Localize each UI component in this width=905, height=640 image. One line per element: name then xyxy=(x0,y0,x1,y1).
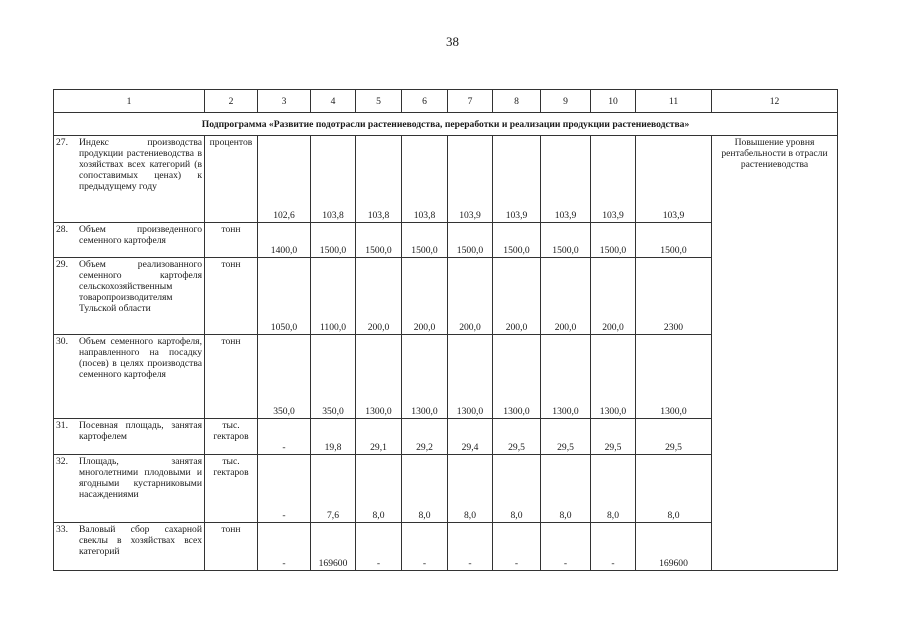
row-number: 33. xyxy=(56,524,68,535)
value-cell: 350,0 xyxy=(311,335,356,419)
value-cell: 1500,0 xyxy=(448,223,493,258)
value-cell: 103,8 xyxy=(311,136,356,223)
value-cell: - xyxy=(356,523,402,571)
table-row xyxy=(54,136,838,223)
indicator-name-cell xyxy=(54,223,205,258)
header-cell: 5 xyxy=(356,90,402,113)
value-cell: 29,5 xyxy=(493,419,541,455)
value-cell: 1300,0 xyxy=(541,335,591,419)
row-number: 30. xyxy=(56,336,68,347)
value-cell: 1300,0 xyxy=(636,335,712,419)
row-number: 29. xyxy=(56,259,68,270)
indicators-table xyxy=(53,89,838,571)
unit-cell: тонн xyxy=(205,258,258,335)
value-cell: 1300,0 xyxy=(448,335,493,419)
value-cell: 1500,0 xyxy=(541,223,591,258)
value-cell: 1300,0 xyxy=(591,335,636,419)
header-cell: 4 xyxy=(311,90,356,113)
row-number: 31. xyxy=(56,420,68,431)
value-cell: 200,0 xyxy=(402,258,448,335)
value-cell: 8,0 xyxy=(541,455,591,523)
unit-cell: тыс. гектаров xyxy=(205,455,258,523)
header-cell: 1 xyxy=(54,90,205,113)
row-number: 27. xyxy=(56,137,68,148)
header-cell: 10 xyxy=(591,90,636,113)
value-cell: 29,2 xyxy=(402,419,448,455)
indicator-name: Объем произведенного семенного картофеля xyxy=(79,224,202,246)
value-cell: 8,0 xyxy=(402,455,448,523)
value-cell: - xyxy=(591,523,636,571)
value-cell: 1300,0 xyxy=(493,335,541,419)
value-cell: 169600 xyxy=(636,523,712,571)
unit-cell: тонн xyxy=(205,523,258,571)
value-cell: 1500,0 xyxy=(402,223,448,258)
value-cell: 1400,0 xyxy=(258,223,311,258)
value-cell: - xyxy=(448,523,493,571)
value-cell: 200,0 xyxy=(591,258,636,335)
value-cell: 169600 xyxy=(311,523,356,571)
subprogram-title: Подпрограмма «Развитие подотрасли растениеводства, переработки и реализации продукции растениеводства» xyxy=(54,113,838,136)
value-cell: 1500,0 xyxy=(356,223,402,258)
value-cell: 200,0 xyxy=(541,258,591,335)
value-cell: 200,0 xyxy=(493,258,541,335)
value-cell: 29,5 xyxy=(591,419,636,455)
value-cell: 1050,0 xyxy=(258,258,311,335)
value-cell: 1500,0 xyxy=(636,223,712,258)
unit-cell: тонн xyxy=(205,223,258,258)
value-cell: - xyxy=(258,523,311,571)
value-cell: 102,6 xyxy=(258,136,311,223)
value-cell: 1100,0 xyxy=(311,258,356,335)
indicator-name-cell xyxy=(54,419,205,455)
indicator-name: Посевная площадь, занятая картофелем xyxy=(79,420,202,442)
value-cell: 29,1 xyxy=(356,419,402,455)
value-cell: 8,0 xyxy=(448,455,493,523)
value-cell: 200,0 xyxy=(356,258,402,335)
value-cell: 1300,0 xyxy=(402,335,448,419)
value-cell: 29,5 xyxy=(541,419,591,455)
value-cell: 29,5 xyxy=(636,419,712,455)
indicator-name-cell xyxy=(54,455,205,523)
value-cell: - xyxy=(402,523,448,571)
indicator-name-cell xyxy=(54,335,205,419)
header-cell: 7 xyxy=(448,90,493,113)
header-cell: 8 xyxy=(493,90,541,113)
value-cell: 103,8 xyxy=(402,136,448,223)
value-cell: 103,9 xyxy=(448,136,493,223)
indicator-name-cell xyxy=(54,258,205,335)
value-cell: 1500,0 xyxy=(311,223,356,258)
unit-cell: тыс. гектаров xyxy=(205,419,258,455)
header-cell: 11 xyxy=(636,90,712,113)
value-cell: 2300 xyxy=(636,258,712,335)
expected-result-cell: Повышение уровня рентабельности в отрасли растениеводства xyxy=(712,136,838,571)
unit-cell: тонн xyxy=(205,335,258,419)
value-cell: 103,8 xyxy=(356,136,402,223)
header-cell: 9 xyxy=(541,90,591,113)
value-cell: 200,0 xyxy=(448,258,493,335)
header-cell: 2 xyxy=(205,90,258,113)
value-cell: 8,0 xyxy=(356,455,402,523)
row-number: 32. xyxy=(56,456,68,467)
value-cell: - xyxy=(493,523,541,571)
header-cell: 6 xyxy=(402,90,448,113)
value-cell: 1300,0 xyxy=(356,335,402,419)
indicator-name: Площадь, занятая многолетними плодовыми и ягодными кустарниковыми насаждениями xyxy=(79,456,202,500)
value-cell: 29,4 xyxy=(448,419,493,455)
value-cell: 8,0 xyxy=(591,455,636,523)
value-cell: - xyxy=(258,419,311,455)
value-cell: 7,6 xyxy=(311,455,356,523)
value-cell: 103,9 xyxy=(493,136,541,223)
indicator-name-cell xyxy=(54,523,205,571)
value-cell: 103,9 xyxy=(636,136,712,223)
indicator-name: Объем реализованного семенного картофеля сельскохозяйственным товаропроизводителям Тульской области xyxy=(79,259,202,314)
column-numbers-row xyxy=(54,90,838,113)
value-cell: - xyxy=(258,455,311,523)
value-cell: 1500,0 xyxy=(493,223,541,258)
indicator-name-cell xyxy=(54,136,205,223)
value-cell: 8,0 xyxy=(493,455,541,523)
indicator-name: Индекс производства продукции растениеводства в хозяйствах всех категорий (в сопоставимых ценах) к предыдущему году xyxy=(79,137,202,192)
value-cell: 19,8 xyxy=(311,419,356,455)
subprogram-row xyxy=(54,113,838,136)
value-cell: - xyxy=(541,523,591,571)
header-cell: 12 xyxy=(712,90,838,113)
value-cell: 1500,0 xyxy=(591,223,636,258)
indicator-name: Объем семенного картофеля, направленного на посадку (посев) в целях производства семенного картофеля xyxy=(79,336,202,380)
unit-cell: процентов xyxy=(205,136,258,223)
value-cell: 350,0 xyxy=(258,335,311,419)
value-cell: 103,9 xyxy=(541,136,591,223)
row-number: 28. xyxy=(56,224,68,235)
indicator-name: Валовый сбор сахарной свеклы в хозяйствах всех категорий xyxy=(79,524,202,557)
header-cell: 3 xyxy=(258,90,311,113)
page-number: 38 xyxy=(446,34,459,49)
value-cell: 8,0 xyxy=(636,455,712,523)
value-cell: 103,9 xyxy=(591,136,636,223)
